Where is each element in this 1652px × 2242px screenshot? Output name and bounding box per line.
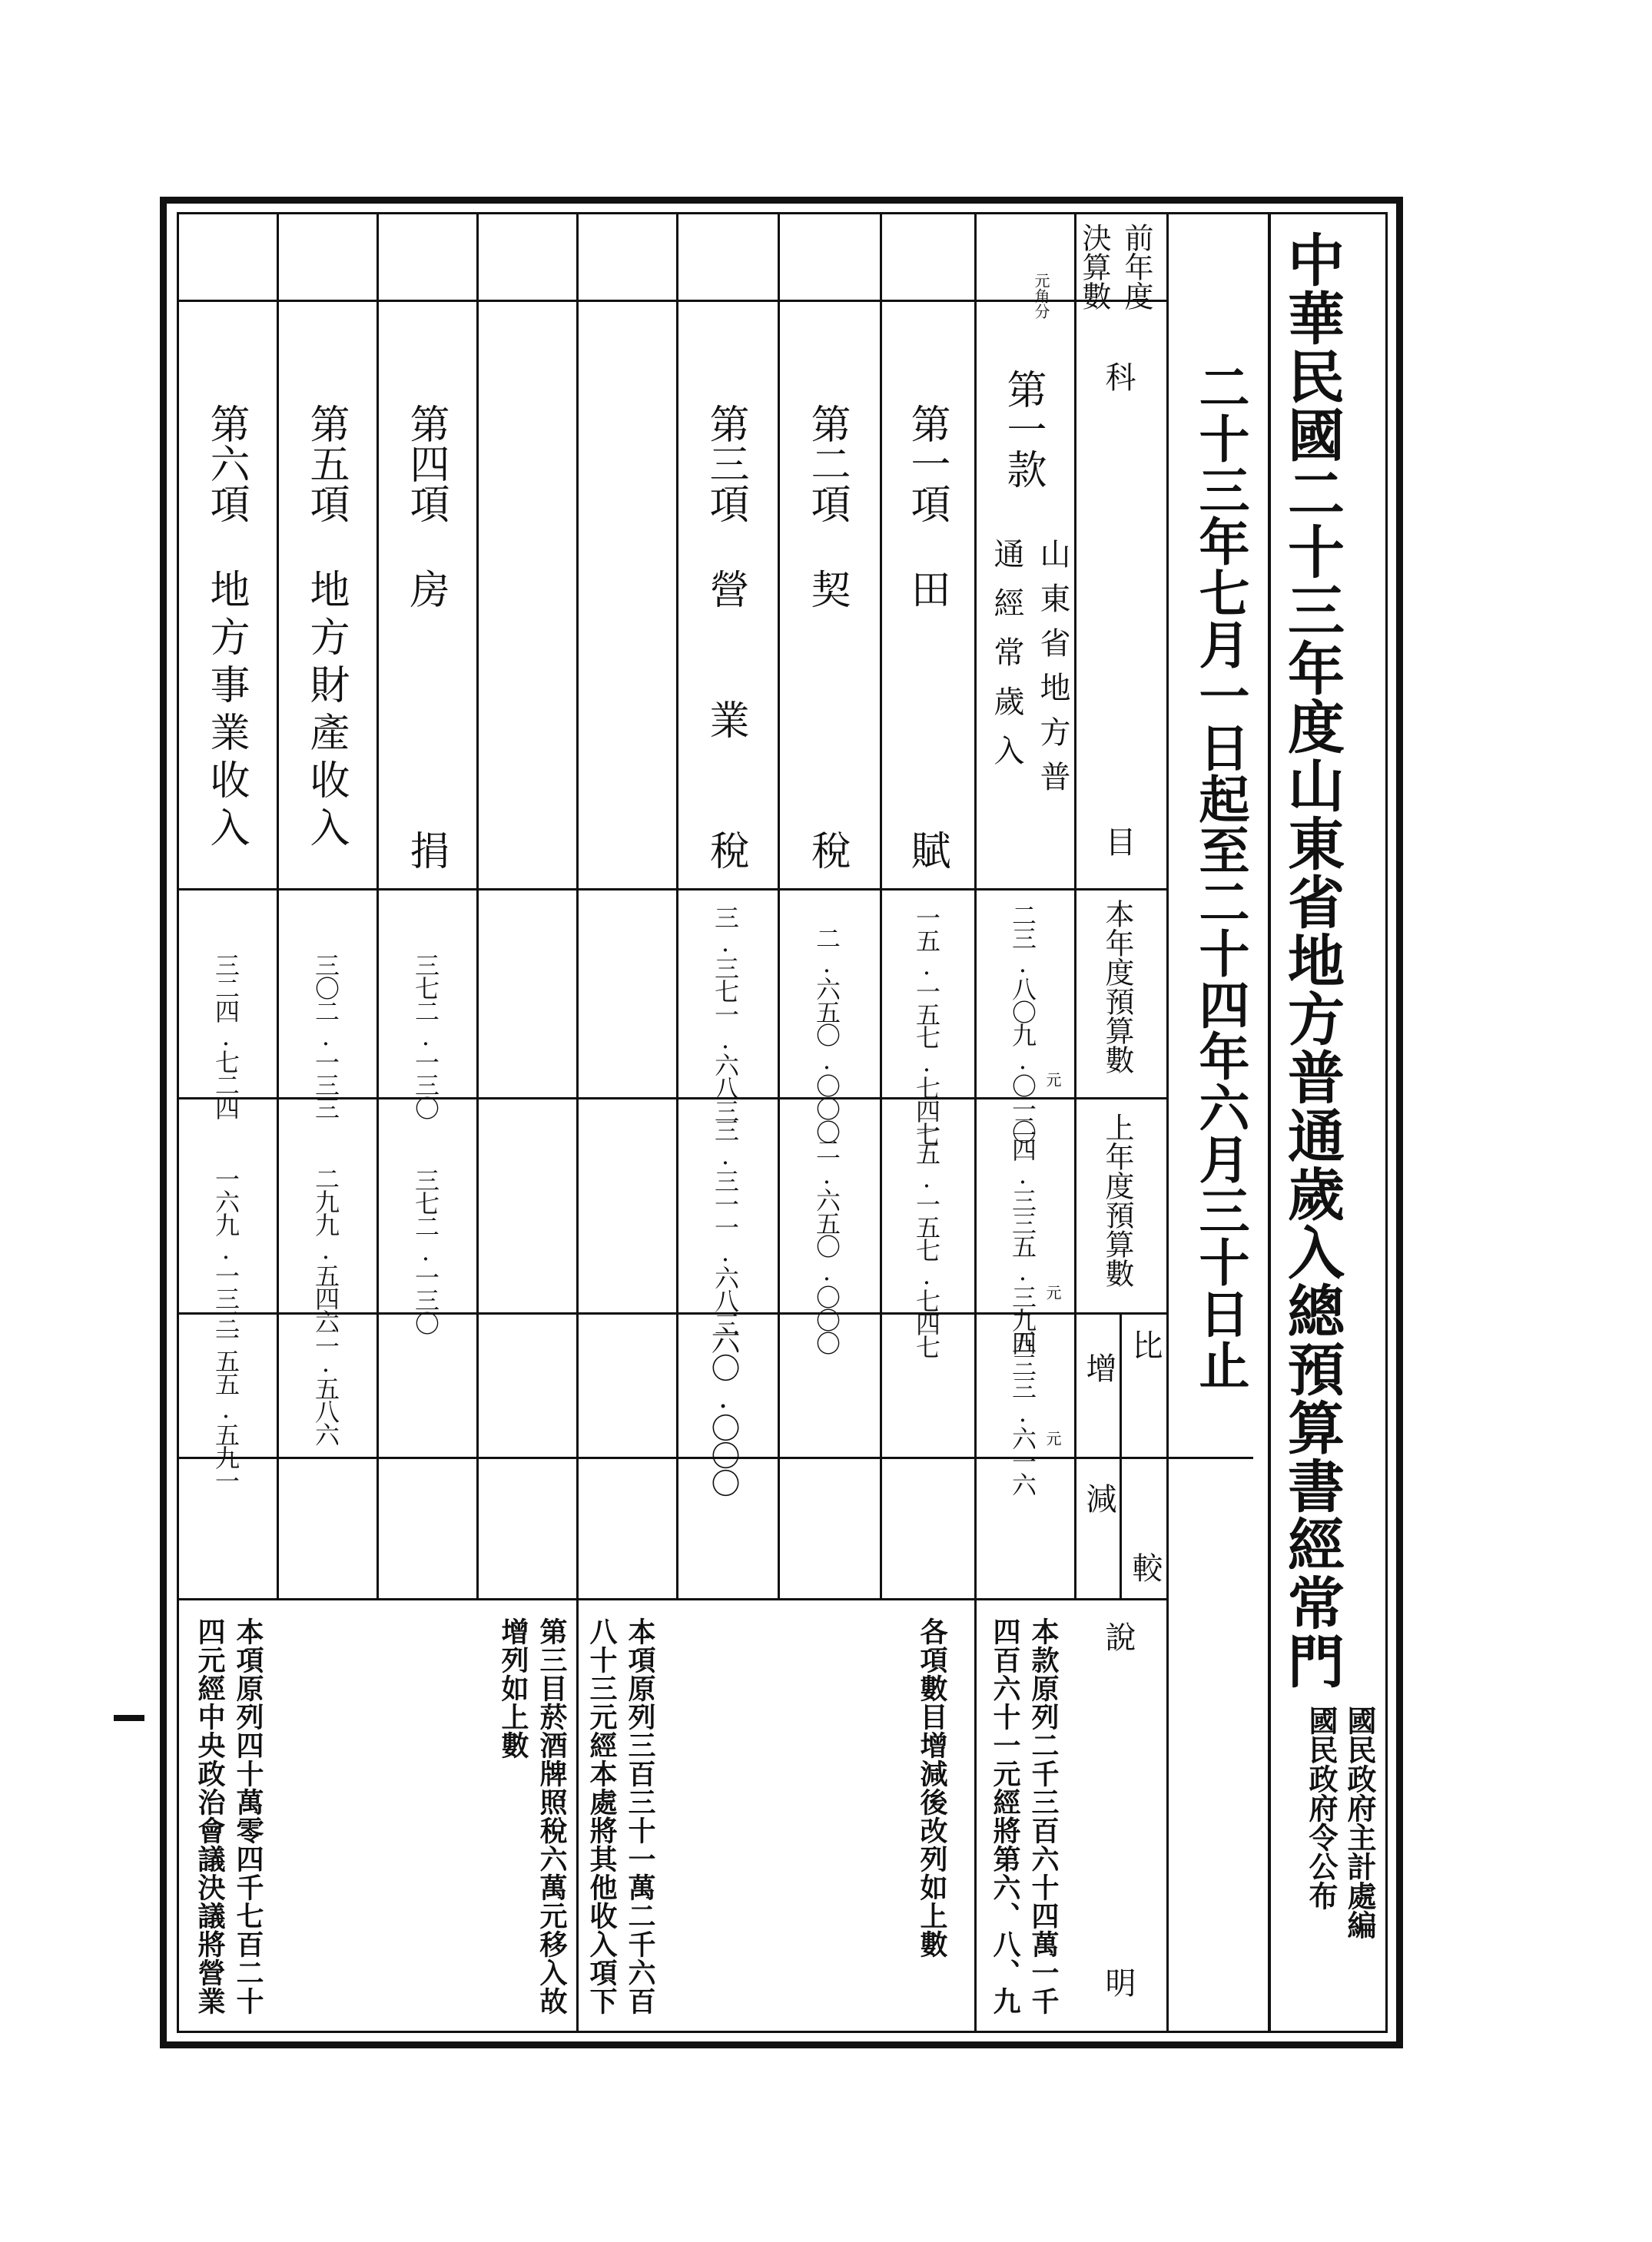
row-4-this-year: 三.三七一.六八三 (711, 905, 740, 1122)
row-3-name-tail: 稅 (804, 830, 850, 870)
row-6-name-tail: 捐 (403, 830, 449, 870)
header-subject-1: 科 (1100, 361, 1136, 392)
row-1-name: 山東省地方普 (1035, 538, 1070, 805)
row-8-this-year: 三二四.七二四 (211, 953, 241, 1119)
note-4-line-1: 第三目菸酒牌照稅六萬元移入故 (536, 1617, 568, 2015)
header-increase: 增 (1081, 1352, 1116, 1383)
row-7-increase: 二.五八六 (311, 1325, 340, 1445)
row-4-last-year: 三.三一一.六八三 (711, 1118, 740, 1335)
col-rule-2 (974, 212, 977, 2033)
row-4-rank: 第三項 (702, 403, 748, 523)
page-number-text (0, 0, 1, 1)
row-6-last-year: 三七二.一三〇 (411, 1168, 440, 1334)
row-3-last-year: 二.六五〇.〇〇〇 (812, 1137, 841, 1354)
rule-subject-bottom (179, 888, 1166, 890)
note-1-line-2: 四百六十一元經將第六、八、九 (989, 1617, 1021, 2015)
publisher-line-2: 國民政府令公布 (1304, 1706, 1339, 1910)
row-7-name: 地方財產收入 (303, 569, 349, 854)
header-unit: 元角分 (1032, 273, 1050, 319)
row-8-rank: 第六項 (203, 403, 249, 523)
row-2-this-year: 一五.一五七.七四七 (912, 905, 941, 1145)
row-1-this-year: 二三.八〇九.〇一〇 (1008, 903, 1037, 1143)
col-rule-1 (1074, 212, 1076, 1598)
header-last-year-budget: 上年度預算數 (1100, 1113, 1134, 1288)
row-8-name: 地方事業收入 (203, 569, 249, 854)
header-subject-2: 目 (1100, 826, 1136, 857)
row-2-last-year: 一五.一五七.七四七 (912, 1118, 941, 1358)
header-compare-1: 比 (1127, 1329, 1163, 1360)
page-number (114, 1715, 144, 1721)
row-1-name-2: 通經常歲入 (989, 538, 1024, 784)
row-1-last-year: 二四.三三五.三九四 (1008, 1114, 1037, 1354)
row-3-rank: 第二項 (804, 403, 850, 523)
row-8-last-year: 一六九.一三三 (211, 1166, 241, 1332)
note-2-line-1: 各項數目增減後改列如上數 (916, 1617, 948, 1958)
note-5-line-1: 本項原列四十萬零四千七百二十 (232, 1617, 264, 2015)
col-rule-6 (576, 212, 579, 2033)
row-2-name-tail: 賦 (904, 830, 950, 870)
rule-header-top (179, 300, 1166, 302)
row-3-name: 契 (804, 569, 850, 609)
compare-split-vertical (1120, 1312, 1122, 1598)
col-rule-9 (277, 212, 279, 1598)
rule-decrease-bottom (179, 1598, 1166, 1600)
row-1-last-mark: 元 (1043, 1285, 1062, 1300)
row-1-inc-mark: 元 (1043, 1431, 1062, 1446)
row-4-increase: 六〇.〇〇〇 (706, 1325, 740, 1496)
row-1-this-mark: 元 (1043, 1072, 1062, 1087)
row-6-this-year: 三七二.一三〇 (411, 953, 440, 1119)
header-prev-year: 前年度 (1120, 223, 1153, 310)
header-this-year-budget: 本年度預算數 (1100, 899, 1134, 1074)
row-1-rank: 第一款 (1000, 369, 1046, 489)
row-1-increase: 五三三.六一六 (1008, 1329, 1037, 1495)
col-rule-4 (778, 212, 780, 1598)
note-1-line-1: 本款原列二千三百六十四萬一千 (1027, 1617, 1060, 2015)
budget-period: 二十三年七月一日起至二十四年六月三十日止 (1190, 361, 1250, 1391)
note-3-line-2: 八十三元經本處將其他收入項下 (585, 1617, 618, 2015)
row-3-this-year: 二.六五〇.〇〇〇 (812, 926, 841, 1143)
col-rule-8 (377, 212, 379, 1598)
period-separator (1166, 212, 1169, 2033)
row-6-rank: 第四項 (403, 403, 449, 523)
header-final-account: 決算數 (1077, 223, 1111, 310)
note-5-line-2: 四元經中央政治會議決議將營業 (194, 1617, 226, 2015)
row-4-name-mid: 業 (702, 699, 748, 739)
col-rule-3 (880, 212, 882, 1598)
header-explain-2: 明 (1100, 1967, 1136, 1998)
publisher-line-1: 國民政府主計處編 (1342, 1706, 1377, 1939)
header-explain-1: 說 (1100, 1621, 1136, 1652)
row-2-rank: 第一項 (904, 403, 950, 523)
row-8-increase: 一五五.五九一 (211, 1325, 241, 1491)
row-7-last-year: 二九九.五四六 (311, 1166, 340, 1332)
row-7-rank: 第五項 (303, 403, 349, 523)
row-2-name: 田 (904, 569, 950, 609)
inner-frame (177, 212, 1388, 2033)
row-4-name: 營 (702, 569, 748, 609)
note-4-line-2: 增列如上數 (497, 1617, 529, 1759)
col-rule-5 (676, 212, 678, 1598)
note-3-line-1: 本項原列三百三十一萬二千六百 (624, 1617, 656, 2015)
header-decrease: 減 (1081, 1483, 1116, 1514)
row-7-this-year: 三〇二.一三三 (311, 953, 340, 1119)
row-4-name-tail: 稅 (702, 830, 748, 870)
document-title: 中華民國二十三年度山東省地方普通歲入總預算書經常門 (1279, 231, 1345, 1690)
col-rule-7 (476, 212, 479, 1598)
header-compare-2: 較 (1127, 1552, 1163, 1583)
title-separator (1268, 212, 1271, 2033)
row-6-name: 房 (403, 569, 449, 609)
